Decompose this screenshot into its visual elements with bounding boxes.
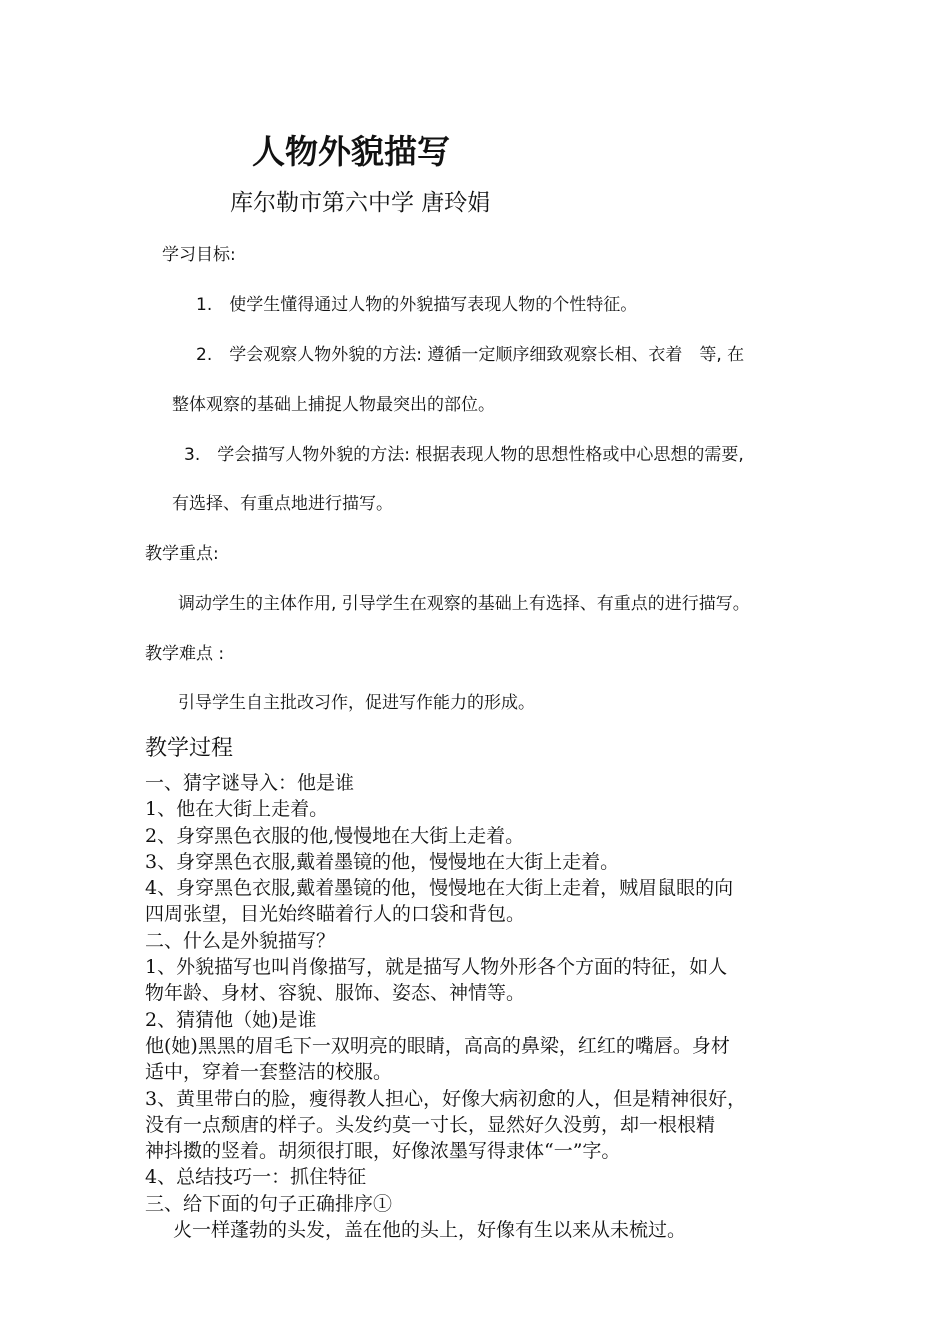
process-line: 物年龄、身材、容貌、服饰、姿态、神情等。	[145, 982, 526, 1005]
process-line: 四周张望，目光始终瞄着行人的口袋和背包。	[145, 903, 526, 926]
objective-item-1: 1. 使学生懂得通过人物的外貌描写表现人物的个性特征。	[196, 295, 638, 315]
process-line: 2、身穿黑色衣服的他,慢慢地在大街上走着。	[145, 824, 525, 847]
process-line: 没有一点颓唐的样子。头发约莫一寸长，显然好久没剪，却一根根精	[145, 1113, 716, 1136]
process-line: 他(她)黑黑的眉毛下一双明亮的眼睛，高高的鼻梁，红红的嘴唇。身材	[145, 1034, 730, 1057]
process-line: 适中，穿着一套整洁的校服。	[145, 1061, 393, 1084]
objective-item-3-line-2: 有选择、有重点地进行描写。	[172, 494, 393, 514]
objectives-heading: 学习目标:	[162, 245, 236, 265]
author-line: 库尔勒市第六中学 唐玲娟	[230, 190, 491, 216]
key-point-heading: 教学重点:	[145, 544, 219, 564]
process-heading: 教学过程	[145, 736, 234, 761]
process-line: 2、猜猜他（她)是谁	[145, 1008, 317, 1031]
process-line: 二、什么是外貌描写？	[145, 929, 336, 952]
process-line: 1、外貌描写也叫肖像描写，就是描写人物外形各个方面的特征，如人	[145, 956, 728, 979]
objective-item-3-line-1: 3. 学会描写人物外貌的方法: 根据表现人物的思想性格或中心思想的需要,	[184, 445, 744, 465]
process-line: 3、身穿黑色衣服,戴着墨镜的他，慢慢地在大街上走着。	[145, 850, 620, 873]
process-line: 4、身穿黑色衣服,戴着墨镜的他，慢慢地在大街上走着，贼眉鼠眼的向	[145, 877, 734, 900]
key-point-text: 调动学生的主体作用, 引导学生在观察的基础上有选择、有重点的进行描写。	[178, 594, 750, 614]
difficulty-text: 引导学生自主批改习作，促进写作能力的形成。	[178, 693, 535, 713]
process-body	[145, 770, 825, 1243]
process-line: 4、总结技巧一：抓住特征	[145, 1166, 367, 1189]
document-title: 人物外貌描写	[252, 132, 450, 171]
objective-item-2-line-1: 2. 学会观察人物外貌的方法: 遵循一定顺序细致观察长相、衣着 等, 在	[196, 345, 745, 365]
process-line: 一、猜字谜导入：他是谁	[145, 772, 355, 794]
difficulty-heading: 教学难点 :	[145, 644, 225, 664]
process-line: 神抖擞的竖着。胡须很打眼，好像浓墨写得隶体“一”字。	[145, 1140, 621, 1163]
objective-item-2-line-2: 整体观察的基础上捕捉人物最突出的部位。	[172, 395, 495, 415]
process-line: 三、给下面的句子正确排序①	[145, 1192, 393, 1215]
process-line: 1、他在大街上走着。	[145, 798, 329, 821]
process-line: 3、黄里带白的脸，瘦得教人担心，好像大病初愈的人，但是精神很好，	[145, 1087, 747, 1110]
process-line: 火一样蓬勃的头发，盖在他的头上，好像有生以来从未梳过。	[173, 1219, 687, 1242]
